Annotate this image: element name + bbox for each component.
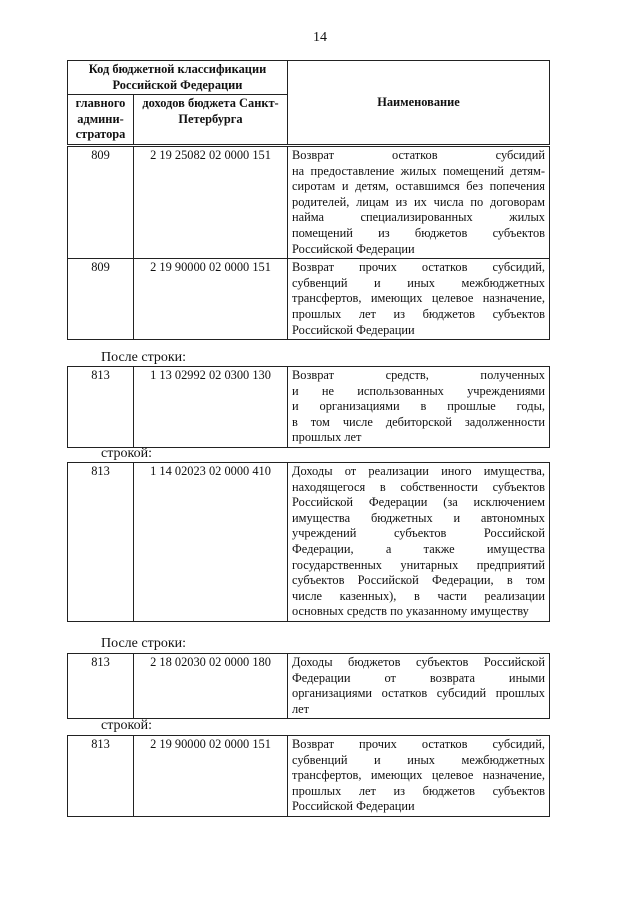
after-row-label: После строки:: [101, 350, 187, 365]
name-line: сиротам и детям, оставшимся без попечения: [292, 179, 545, 194]
name-line: находящегося в собственности субъектов: [292, 479, 545, 494]
table-row: [68, 654, 550, 719]
income-code: 2 18 02030 02 0000 180: [134, 654, 288, 719]
name-line: числе казенных), в части реализации: [292, 588, 545, 603]
name-line: Доходы бюджетов субъектов Российской: [292, 655, 545, 669]
name-line: Федерации, а также имущества: [292, 541, 545, 556]
block3-after-table: [67, 653, 550, 719]
admin-code: 809: [68, 147, 134, 259]
table-row: [68, 147, 550, 259]
table-row: [68, 259, 550, 340]
name-line: помещений из бюджетов субъектов: [292, 225, 545, 240]
name-line: прошлых лет из бюджетов субъектов: [292, 306, 545, 321]
name-line: трансфертов, имеющих целевое назначение,: [292, 291, 545, 306]
name-line: субъектов Российской Федерации, в том: [292, 573, 545, 588]
with-row-label: строкой:: [101, 718, 152, 733]
classification-header-table: [67, 60, 550, 145]
income-name: [288, 463, 550, 622]
name-line: в том числе дебиторской задолженности: [292, 414, 545, 429]
admin-code: 813: [68, 463, 134, 622]
name-line: Российской Федерации (за исключением: [292, 495, 545, 510]
income-name: [288, 367, 550, 448]
income-name: [288, 147, 550, 259]
income-name: [288, 736, 550, 817]
name-line: Возврат средств, полученных: [292, 368, 545, 382]
table-row: [68, 736, 550, 817]
name-line: Возврат прочих остатков субсидий,: [292, 737, 545, 751]
page-number: 14: [313, 30, 327, 45]
name-line: Российской Федерации: [292, 799, 415, 814]
name-line: прошлых лет из бюджетов субъектов: [292, 783, 545, 798]
name-line: Российской Федерации: [292, 241, 415, 256]
name-line: государственных унитарных предприятий: [292, 557, 545, 572]
header-income-column: доходов бюджета Санкт-Петербурга: [134, 95, 288, 145]
name-line: на предоставление жилых помещений детям-: [292, 163, 545, 178]
name-line: найма специализированных жилых: [292, 210, 545, 225]
name-line: основных средств по указанному имуществу: [292, 604, 529, 619]
block2-with-table: [67, 462, 550, 622]
income-code: 1 14 02023 02 0000 410: [134, 463, 288, 622]
admin-code: 813: [68, 736, 134, 817]
name-line: трансфертов, имеющих целевое назначение,: [292, 768, 545, 783]
name-line: лет: [292, 701, 310, 716]
name-line: организациями остатков субсидий прошлых: [292, 686, 545, 701]
table-row: [68, 463, 550, 622]
header-admin-column: главного админи-стратора: [68, 95, 134, 145]
header-group-title: Код бюджетной классификации Российской Федерации: [68, 61, 288, 95]
income-code: 2 19 25082 02 0000 151: [134, 147, 288, 259]
name-line: Российской Федерации: [292, 322, 415, 337]
admin-code: 813: [68, 654, 134, 719]
income-code: 2 19 90000 02 0000 151: [134, 259, 288, 340]
admin-code: 809: [68, 259, 134, 340]
block2-after-table: [67, 366, 550, 448]
block3-with-table: [67, 735, 550, 817]
income-code: 1 13 02992 02 0300 130: [134, 367, 288, 448]
name-line: Возврат прочих остатков субсидий,: [292, 260, 545, 275]
name-line: родителей, лицам из их числа по договорам: [292, 194, 545, 209]
after-row-label: После строки:: [101, 636, 187, 651]
name-line: Федерации от возврата иными: [292, 670, 545, 685]
income-name: [288, 259, 550, 340]
header-name-column: Наименование: [288, 61, 550, 145]
name-line: и не использованных учреждениями: [292, 383, 545, 398]
name-line: субвенций и иных межбюджетных: [292, 275, 545, 290]
name-line: субвенций и иных межбюджетных: [292, 752, 545, 767]
name-line: Доходы от реализации иного имущества,: [292, 464, 545, 478]
block1-table: [67, 146, 550, 340]
income-name: [288, 654, 550, 719]
table-row: [68, 367, 550, 448]
name-line: имущества бюджетных и автономных: [292, 510, 545, 525]
name-line: и организациями в прошлые годы,: [292, 399, 545, 414]
name-line: Возврат остатков субсидий: [292, 148, 545, 162]
with-row-label: строкой:: [101, 446, 152, 461]
income-code: 2 19 90000 02 0000 151: [134, 736, 288, 817]
name-line: учреждений субъектов Российской: [292, 526, 545, 541]
admin-code: 813: [68, 367, 134, 448]
name-line: прошлых лет: [292, 430, 362, 445]
